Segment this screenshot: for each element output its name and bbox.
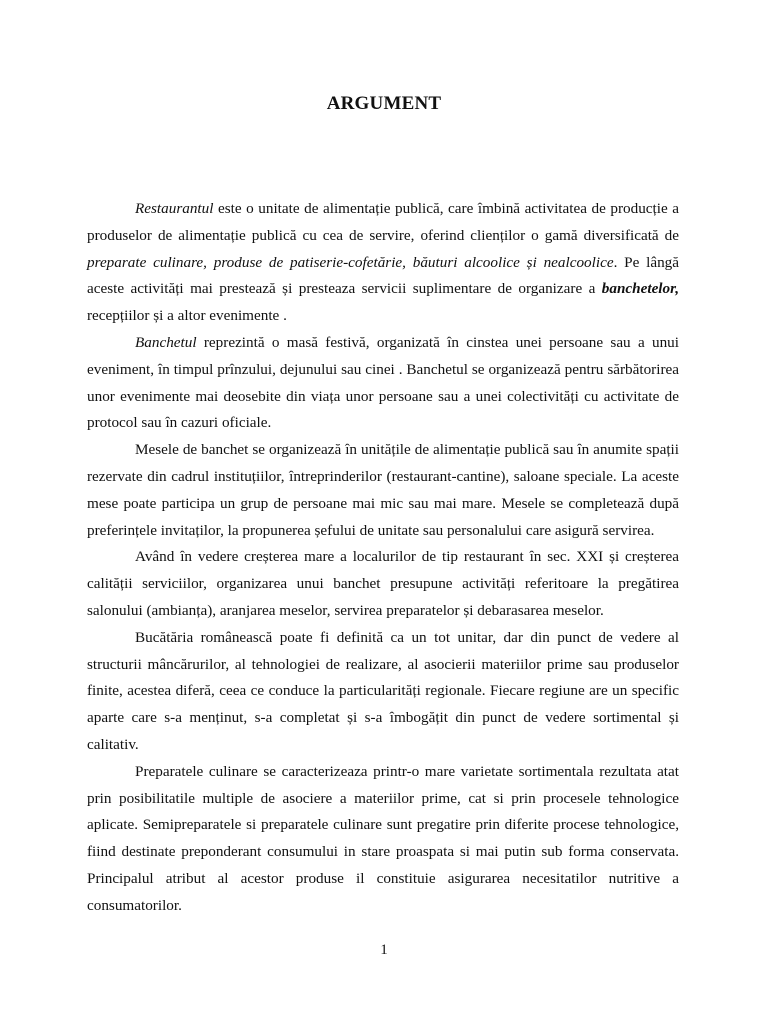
paragraph-mesele: Mesele de banchet se organizează în unitățile de alimentație publică sau în anumite spații rezervate din cadrul instituțiilor, întreprinderilor (restaurant-cantine), saloane speciale. La aceste mese poate participa un grup de persoane mai mic sau mai mare. Mesele se completează după preferințele invitaților, la propunerea șefului de unitate sau personalului care asigură servirea.	[87, 441, 679, 539]
paragraph-text: . Pe lângă aceste activități mai prestează și presteaza servicii suplimentare de organizare a	[87, 253, 679, 298]
paragraph-text: recepțiilor și a altor evenimente .	[87, 307, 287, 325]
term-preparate: preparate culinare, produse de patiserie-cofetărie, băuturi alcoolice și nealcoolice	[87, 253, 614, 271]
term-banchetelor: banchetelor,	[601, 280, 679, 298]
paragraph-bucataria: Bucătăria românească poate fi definită ca un tot unitar, dar din punct de vedere al structurii mâncărurilor, al tehnologiei de realizare, al asocierii materiilor prime sau produselor finite, acestea diferă, ceea ce conduce la particularități regionale. Fiecare regiune are un specific aparte care s-a menținut, s-a completat și s-a îmbogățit din punct de vedere sortimental și calitativ.	[87, 628, 679, 753]
paragraph-preparatele: Preparatele culinare se caracterizeaza printr-o mare varietate sortimentala rezultata atat prin posibilitatile multiple de asociere a materiilor prime, cat si prin procesele tehnologice aplicate. Semipreparatele si preparatele culinare sunt pregatire prin diferite procese tehnologice, fiind destinate preponderant consumului in stare proaspata si mai putin sub forma conservata. Principalul atribut al acestor produse il constituie asigurarea necesitatilor nutritive a consumatorilor.	[87, 762, 679, 914]
document-body	[87, 196, 679, 920]
paragraph-banchetul	[87, 330, 679, 437]
paragraph-text: este o unitate de alimentație publică, care îmbină activitatea de producție a produselor de alimentație publică cu cea de servire, oferind clienților o gamă diversificată de	[87, 200, 679, 244]
term-restaurantul: Restaurantul	[135, 200, 214, 217]
paragraph-text: reprezintă o masă festivă, organizată în cinstea unei persoane sau a unui eveniment, în timpul prînzului, dejunului sau cinei . Banchetul se organizează pentru sărbătorirea unor evenimente mai deosebite din viața unor persoane sau a unei colectivități cu activitate de protocol sau în cazuri oficiale.	[87, 333, 679, 432]
term-banchetul: Banchetul	[135, 333, 197, 351]
paragraph-restaurantul	[87, 196, 679, 330]
paragraph-avand: Având în vedere creșterea mare a localurilor de tip restaurant în sec. XXI și creșterea calității serviciilor, organizarea unui banchet presupune activități referitoare la pregătirea salonului (ambianța), aranjarea meselor, servirea preparatelor și debarasarea meselor.	[87, 548, 679, 619]
page-number: 1	[380, 942, 388, 958]
page-title: ARGUMENT	[326, 93, 442, 114]
